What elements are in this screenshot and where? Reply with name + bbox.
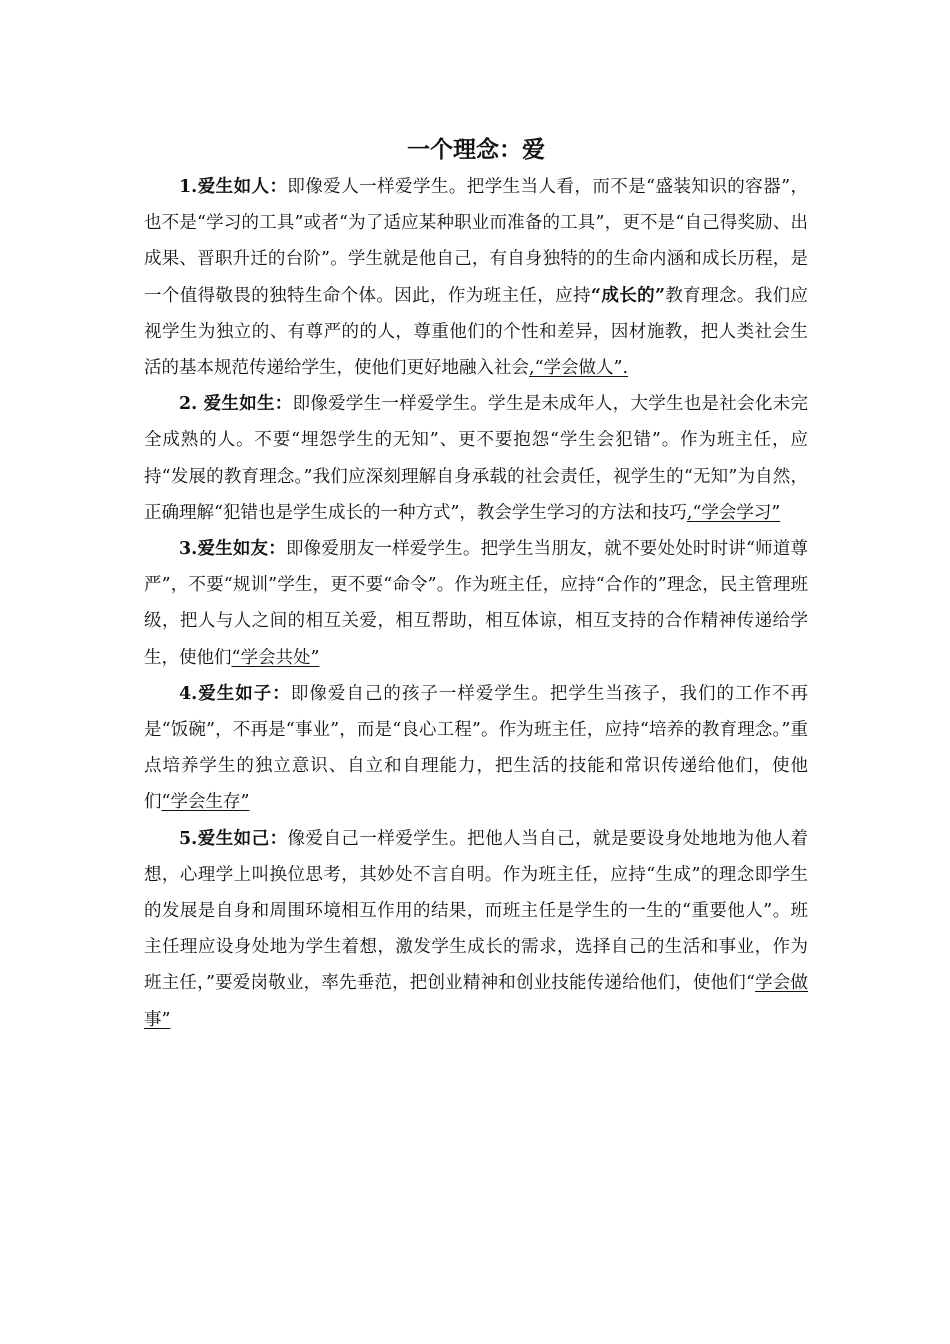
document-title: 一个理念：爱: [407, 136, 545, 163]
underlined-slogan: “学会生存”: [161, 792, 250, 813]
document-body: [144, 131, 808, 1038]
paragraph-text: 即像爱自己的孩子一样爱学生。把学生当孩子，我们的工作不再是“饭碗”，不再是“事业”，而是“良心工程”。作为班主任，应持“培养的教育理念。”重点培养学生的独立意识、自立和自理能力，把生活的技能和常识传递给他们，使他们: [144, 683, 808, 813]
underlined-slogan: ,“学会做人”.: [529, 358, 629, 379]
paragraph-heading: 3.爱生如友：: [179, 539, 286, 560]
emphasis-text: “成长的”: [590, 285, 666, 306]
underlined-slogan: “学会共处”: [231, 647, 320, 668]
paragraph-heading: 5.爱生如己：: [179, 828, 288, 849]
underlined-slogan: 学会做事”: [144, 973, 809, 1030]
paragraph-text: 即像爱朋友一样爱学生。把学生当朋友，就不要处处时时讲“师道尊严”，不要“规训”学生，更不要“命令”。作为班主任，应持“合作的”理念，民主管理班级，把人与人之间的相互关爱，相互帮助，相互体谅，相互支持的合作精神传递给学生，使他们: [144, 539, 808, 668]
paragraph-heading: 2. 爱生如生：: [179, 394, 293, 415]
paragraph-love-as-friend: [144, 531, 808, 676]
underlined-slogan: ,“学会学习”: [686, 502, 781, 523]
paragraph-text: 像爱自己一样爱学生。把他人当自己，就是要设身处地地为他人着想，心理学上叫换位思考，其妙处不言自明。作为班主任，应持“生成”的理念即学生的发展是自身和周围环境相互作用的结果，而班主任是学生的一生的“重要他人”。班主任理应设身处地为学生着想，激发学生成长的需求，选择自己的生活和事业，作为班主任，”要爱岗敬业，率先垂范，把创业精神和创业技能传递给他们，使他们“: [144, 828, 808, 994]
paragraph-love-as-self: [144, 821, 808, 1038]
paragraph-text: 教育理念。我们应视学生为独立的、有尊严的的人，尊重他们的个性和差异，因材施教，把人类社会生活的基本规范传递给学生，使他们更好地融入社会: [144, 285, 809, 379]
paragraph-text: 即像爱人一样爱学生。把学生当人看，而不是“盛装知识的容器”，也不是“学习的工具”或者“为了适应某种职业而准备的工具”，更不是“自己得奖励、出成果、晋职升迁的台阶”。学生就是他自己，有自身独特的的生命内涵和成长历程，是一个值得敬畏的独特生命个体。因此，作为班主任，应持: [144, 177, 808, 306]
paragraph-heading: 1.爱生如人：: [179, 177, 288, 197]
paragraph-love-as-person: [144, 169, 808, 386]
paragraph-text: 即像爱学生一样爱学生。学生是未成年人，大学生也是社会化未完全成熟的人。不要“埋怨学生的无知”、更不要抱怨“学生会犯错”。作为班主任，应持“发展的教育理念。”我们应深刻理解自身承载的社会责任，视学生的“无知”为自然，正确理解“犯错也是学生成长的一种方式”，教会学生学习的方法和技巧: [144, 394, 808, 523]
paragraph-love-as-child: [144, 676, 808, 821]
paragraph-love-as-student: [144, 386, 808, 531]
paragraph-heading: 4.爱生如子：: [179, 683, 291, 704]
